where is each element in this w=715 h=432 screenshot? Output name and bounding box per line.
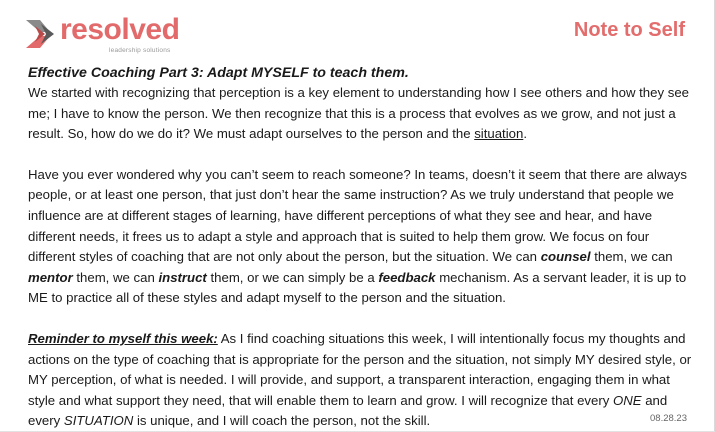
italic-situation: SITUATION xyxy=(63,413,134,429)
text-run: mechanism. As a servant leader, it is up to ME to practice all of these styles and adapt myself to the person and the situation. xyxy=(28,269,687,306)
logo xyxy=(23,13,193,53)
article-body xyxy=(28,64,698,432)
emphasis-mentor: mentor xyxy=(28,269,73,285)
text-run: Have you ever wondered why you can’t seem to reach someone? In teams, doesn’t it seem that there are always people, or at least one person, that just don’t hear the same instruction? As we truly understand that people we influence are at different stages of learning, have different perceptions of what they see and hear, and have different needs, it frees us to adapt a style and approach that is suited to help them grow. We focus on four different styles of coaching that are not only about the person, but the situation. We can xyxy=(28,166,687,265)
paragraph-coaching-styles xyxy=(28,165,698,309)
text-run: is unique, and I will coach the person, not the skill. xyxy=(133,413,431,429)
footer-date: 08.28.23 xyxy=(650,413,687,424)
paragraph-intro xyxy=(28,83,698,145)
resolved-logo-icon xyxy=(23,17,57,51)
page-header-title: Note to Self xyxy=(573,19,685,41)
paragraph-reminder xyxy=(28,329,698,432)
text-run: . xyxy=(523,126,527,142)
article-title: Effective Coaching Part 3: Adapt MYSELF to teach them. xyxy=(28,65,409,81)
logo-tagline: leadership solutions xyxy=(109,47,171,54)
emphasis-instruct: instruct xyxy=(158,269,207,285)
logo-wordmark: resolved xyxy=(60,13,180,46)
text-run: them, or we can simply be a xyxy=(206,269,379,285)
text-run: them, we can xyxy=(72,269,159,285)
text-run: We started with recognizing that perception is a key element to understanding how I see others and how they see me; I have to know the person. We then recognize that this is a process that evolves as we grow, and not just a result. So, how do we do it? We must adapt ourselves to the person and the xyxy=(28,85,689,142)
italic-one: ONE xyxy=(612,392,642,408)
emphasis-feedback: feedback xyxy=(378,269,436,285)
text-run: As I find coaching situations this week, I will intentionally focus my thoughts and actions on the type of coaching that is appropriate for the person and the situation, not simply MY desired style, or MY perception, of what is needed. I will provide, and support, a transparent interaction, engaging them in what style and what support they need, that will enable them to learn and grow. I will recognize that every xyxy=(28,330,692,408)
emphasis-counsel: counsel xyxy=(540,249,591,265)
text-run: them, we can xyxy=(590,249,673,265)
reminder-lead: Reminder to myself this week: xyxy=(28,330,218,346)
underlined-word: situation xyxy=(474,126,524,142)
text-run: and every xyxy=(28,392,668,429)
